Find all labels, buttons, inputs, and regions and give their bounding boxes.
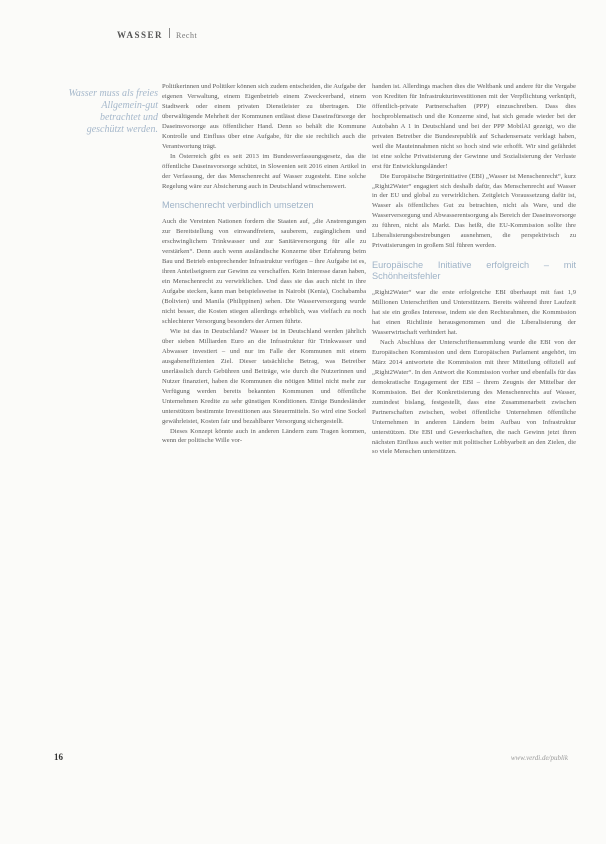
paragraph: In Österreich gibt es seit 2013 im Bundesverfassungsgesetz, das die öffentliche Daseinsvorsorge schützt, in Slowenien seit 2016 einen Artikel in der Verfassung, der das Menschenrecht auf Wasser zugesteht. Eine solche Regelung wäre zur Absicherung auch in Deutschland wünschenswert.	[162, 152, 366, 190]
paragraph: Nach Abschluss der Unterschriftensammlung wurde die EBI von der Europäischen Kommission und dem Europäischen Parlament angehört, im März 2014 antwortete die Kommission mit ihrer Mitteilung offiziell auf „Right2Water“. In den Antwort die Kommission vorher und ebenfalls für das demokratische Engagement der EBI – ihrem Zeugnis der Mittelbar der Kommission. Bei der Konkretisierung des Menschenrechts auf Wasser, zumindest bislang, festgestellt, dass eine Zusammenarbeit zwischen Partnerschaften zwischen, wobei öffentliche Unternehmen öffentliche Unternehmen in anderen Ländern beim Aufbau von Infrastruktur unterstützen. Die EBI und Gewerkschaften, die nach Gewinn jetzt ihren nächsten Einfluss auch weiter mit politischer Lobbyarbeit an den Zielen, die so viele Menschen unterstützen.	[372, 338, 576, 456]
subheading: Europäische Initiative erfolgreich – mit Schönheitsfehler	[372, 260, 576, 282]
subheading: Menschenrecht verbindlich umsetzen	[162, 200, 314, 211]
page-number: 16	[54, 752, 63, 762]
paragraph: Die Europäische Bürgerinitiative (EBI) „Wasser ist Menschenrecht“, kurz „Right2Water“ engagiert sich deshalb dafür, das Menschenrecht auf Wasser in der EU und global zu verwirklichen. Zeitgleich Voraussetzung dafür ist, Wasser als öffentliches Gut zu betrachten, nicht als Ware, und die Wasserversorgung und Abwasserentsorgung als Bereich der Daseinsvorsorge zu führen, nicht als Markt. Das heißt, die EU-Kommission sollte ihre Liberalisierungsbestrebungen ausnehmen, die perspektivisch zu Privatisierungen in großem Stil führen werden.	[372, 172, 576, 250]
paragraph: Dieses Konzept könnte auch in anderen Ländern zum Tragen kommen, wenn der politische Wille vor-	[162, 427, 366, 445]
footer-url: www.verdi.de/publik	[510, 754, 568, 762]
text-column-1	[162, 82, 366, 446]
paragraph: Wie ist das in Deutschland? Wasser ist in Deutschland werden jährlich über sieben Milliarden Euro an die Infrastruktur für Trinkwasser und Abwasser investiert – und nur im Falle der Kommunen mit einem ausgabeneffizienten Ziel. Dieser tatsächliche Betrag, was Betreiber unerlässlich durch Gebühren und Beiträge, wie durch die Nutzerinnen und Nutzer finanziert, haben die Kommunen die nötigen Mittel nicht mehr zur Verfügung werden bereits bekannten Kommunen und öffentliche Unternehmen Kredite zu sehr günstigen Konditionen. Einige Bundesländer unterstützen bestimmte Investitionen aus Steuermitteln. So wird eine Sockel gewährleistet, Kosten fair und bezahlbarer Versorgung sichergestellt.	[162, 327, 366, 425]
section-title: WASSER	[117, 30, 164, 40]
text-column-2	[372, 82, 576, 457]
paragraph: Politikerinnen und Politiker können sich zudem entscheiden, die Aufgabe der eigenen Verwaltung, einem Eigenbetrieb einem Zweckverband, einem Stadtwerk oder einem privaten Dienstleister zu übertragen. Die überwältigende Mehrheit der Kommunen entlässt diese Daseinsfürsorge der Daseinsvorsorge aus öffentlicher Hand. Denn so behält die Kommune Kontrolle und Einfluss über eine Aufgabe, für die sie rechtlich auch die Verantwortung trägt.	[162, 83, 366, 150]
paragraph: „Right2Water“ war die erste erfolgreiche EBI überhaupt mit fast 1,9 Millionen Unterschriften und Unterstützern. Bereits während ihrer Laufzeit hat sie ein großes Interesse, indem sie den Rechtsrahmen, die Kommission hat einen Richtlinie herausgenommen und die Liberalisierung der Wasserwirtschaft verhindert hat.	[372, 289, 576, 337]
paragraph: handen ist. Allerdings machen dies die Weltbank und andere für die Vergabe von Krediten für Infrastrukturinvestitionen mit der Verpflichtung verknüpft, öffentlich-private Partnerschaften (PPP) einzuschreiben. Dass dies hochproblematisch und die Konzerne sind, hat sich gerade wieder bei der Autobahn A 1 in Deutschland und bei der PPP MobilAI gezeigt, wo die privaten Betreiber die Bundesrepublik auf Schadensersatz verklagt haben, weil die Mauteinnahmen nicht so hoch sind wie erhofft. Wir sind gefährdet ist eine solche Privatisierung der Gewinne und Sozialisierung der Verluste erst für Entwicklungsländer!	[372, 83, 576, 170]
pull-quote: Wasser muss als freies Allgemein-gut betrachtet und geschützt werden.	[68, 88, 158, 135]
subsection-title: Recht	[176, 31, 198, 40]
paragraph: Auch die Vereinten Nationen fordern die Staaten auf, „die Anstrengungen zur Bereitstellung von einwandfreiem, sauberem, zugänglichem und erschwinglichem Trinkwasser und zur Sanitärversorgung für alle zu verstärken“. Denn auch wenn ausländische Konzerne über Erfahrung beim Bau und Betrieb entsprechender Infrastruktur verfügen – ihre Aufgabe ist es, ihren Anteilseignern zur Gewinn zu verschaffen. Kein Interesse daran haben, ein Menschenrecht zu verwirklichen. Und dass sie das auch nicht in ihre Aufgabe stecken, kann man beispielsweise in Nairobi (Kenia), Cochabamba (Bolivien) und Manila (Philippinen) sehen. Die Wasserversorgung wurde nicht besser, die Kosten stiegen allerdings erheblich, was vielfach zu noch schlechterer Versorgung besonders der Armen führte.	[162, 218, 366, 326]
page-header	[117, 28, 197, 40]
header-divider	[169, 28, 170, 38]
